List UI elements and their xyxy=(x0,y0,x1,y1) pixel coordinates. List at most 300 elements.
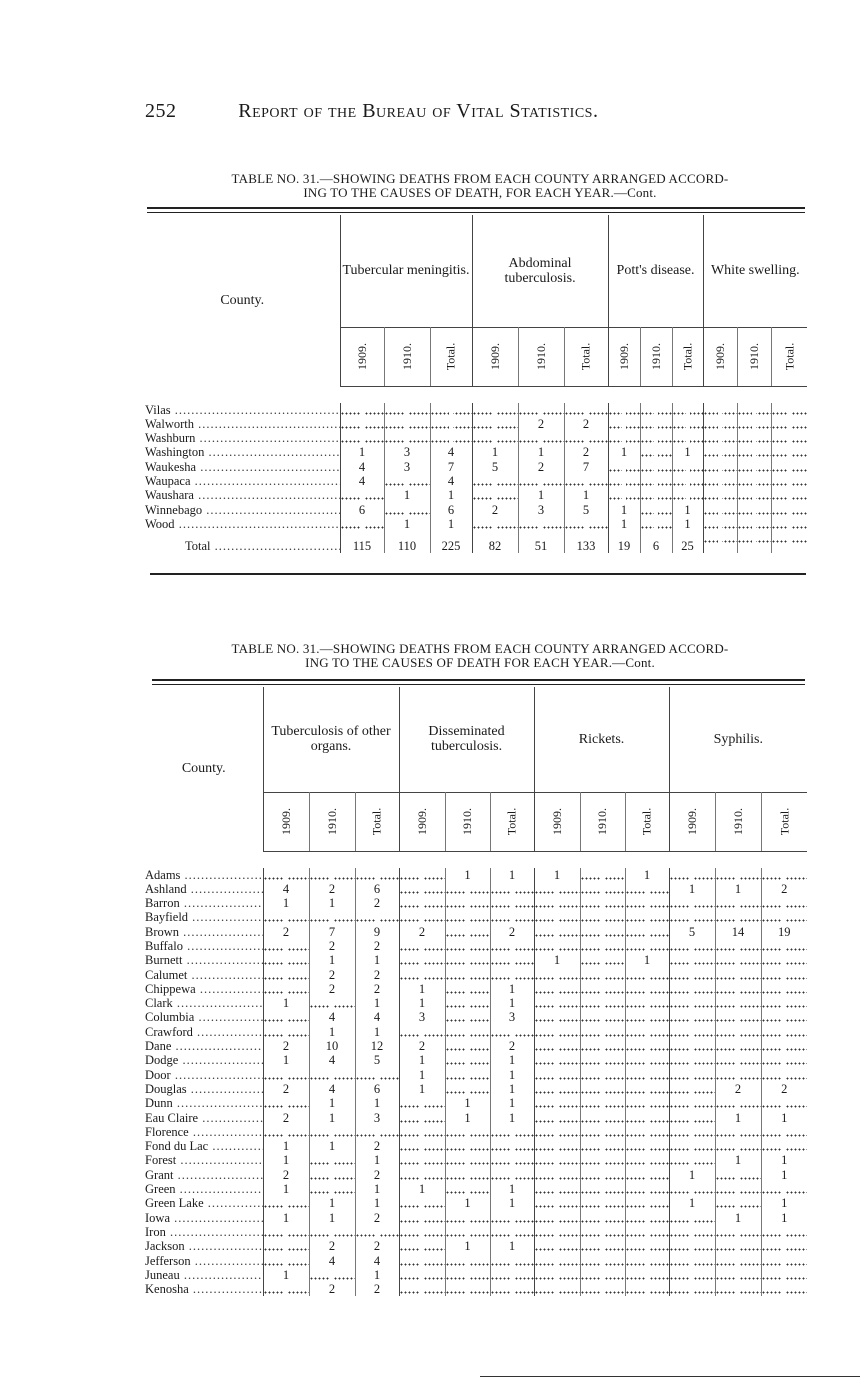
value-text xyxy=(466,1025,470,1039)
value-text xyxy=(493,417,497,431)
value-text xyxy=(330,1125,334,1139)
value-text xyxy=(510,1282,514,1296)
value-text: 51 xyxy=(534,539,548,554)
value-cell xyxy=(672,417,703,431)
value-text xyxy=(736,1068,740,1082)
value-cell xyxy=(564,474,608,488)
value-text xyxy=(466,1254,470,1268)
value-text xyxy=(555,939,559,953)
value-text xyxy=(555,1211,559,1225)
value-text xyxy=(405,431,409,445)
value-cell xyxy=(771,503,807,517)
value-text xyxy=(718,403,722,417)
value-text: 4 xyxy=(282,881,290,896)
value-cell xyxy=(669,1082,715,1096)
value-text xyxy=(736,1125,740,1139)
value-text: 1 xyxy=(282,1053,290,1068)
value-cell xyxy=(669,1268,715,1282)
value-cell xyxy=(715,1111,761,1125)
value-text xyxy=(686,403,690,417)
county-name: Walworth ..... xyxy=(145,417,340,431)
value-text xyxy=(360,417,364,431)
value-cell xyxy=(309,939,355,953)
value-cell xyxy=(340,417,384,431)
value-text: 1 xyxy=(734,1153,742,1168)
value-cell xyxy=(625,1039,669,1053)
value-cell xyxy=(534,1111,580,1125)
value-text xyxy=(654,445,658,459)
value-text xyxy=(601,868,605,882)
value-text xyxy=(420,1268,424,1282)
value-text xyxy=(601,953,605,967)
value-text xyxy=(645,1268,649,1282)
value-cell xyxy=(761,968,807,982)
value-text xyxy=(584,431,588,445)
value-cell xyxy=(608,431,640,445)
value-cell xyxy=(534,896,580,910)
value-cell xyxy=(669,1282,715,1296)
value-text xyxy=(787,503,791,517)
value-text: 3 xyxy=(403,459,411,474)
value-text: 110 xyxy=(397,539,417,554)
value-cell xyxy=(263,882,309,896)
value-cell xyxy=(580,953,625,967)
value-text: 2 xyxy=(328,881,336,896)
value-text xyxy=(736,982,740,996)
table-row xyxy=(145,1182,807,1196)
value-text xyxy=(645,1125,649,1139)
value-text: 4 xyxy=(373,1010,381,1025)
table-row xyxy=(145,868,807,882)
value-cell xyxy=(737,417,771,431)
county-name: Eau Claire ..... xyxy=(145,1111,263,1125)
value-cell xyxy=(580,1025,625,1039)
value-text: 1 xyxy=(537,488,545,503)
value-cell xyxy=(355,1282,399,1296)
value-cell xyxy=(625,1182,669,1196)
value-cell xyxy=(761,1268,807,1282)
value-text: 2 xyxy=(373,967,381,982)
value-text xyxy=(645,1068,649,1082)
value-text xyxy=(690,1153,694,1167)
value-text xyxy=(601,1168,605,1182)
value-text xyxy=(690,982,694,996)
value-text xyxy=(718,474,722,488)
value-text xyxy=(645,968,649,982)
value-cell xyxy=(703,403,737,417)
value-cell xyxy=(309,953,355,967)
value-text xyxy=(686,474,690,488)
value-cell xyxy=(384,417,430,431)
value-text xyxy=(736,1225,740,1239)
value-cell xyxy=(534,1282,580,1296)
value-text xyxy=(284,1225,288,1239)
value-cell xyxy=(355,910,399,924)
value-text: 2 xyxy=(508,924,516,939)
value-text: 1 xyxy=(373,1024,381,1039)
value-cell xyxy=(761,1039,807,1053)
table1-caption xyxy=(135,172,825,200)
value-text: 2 xyxy=(373,1282,381,1297)
value-cell xyxy=(472,517,518,531)
table-row xyxy=(145,1139,807,1153)
value-text xyxy=(510,1168,514,1182)
value-cell xyxy=(355,925,399,939)
table1-bottom-rule xyxy=(150,573,806,575)
table-row xyxy=(145,431,807,445)
value-cell xyxy=(640,474,672,488)
value-text xyxy=(555,1125,559,1139)
value-text: 1 xyxy=(620,516,628,531)
value-cell xyxy=(309,1082,355,1096)
value-text xyxy=(690,1025,694,1039)
value-text xyxy=(718,445,722,459)
value-cell xyxy=(399,1139,445,1153)
value-text: 5 xyxy=(373,1053,381,1068)
year-header: 1909. xyxy=(684,808,699,835)
value-cell xyxy=(564,503,608,517)
value-text xyxy=(555,1082,559,1096)
value-text xyxy=(736,1010,740,1024)
year-header: 1909. xyxy=(712,343,727,370)
value-cell xyxy=(399,868,445,882)
value-text xyxy=(330,1168,334,1182)
value-text xyxy=(555,1196,559,1210)
value-cell xyxy=(355,882,399,896)
table-row xyxy=(145,503,807,517)
value-text xyxy=(736,1239,740,1253)
value-text xyxy=(510,1153,514,1167)
value-cell xyxy=(761,939,807,953)
value-cell xyxy=(445,939,490,953)
value-cell xyxy=(355,1225,399,1239)
value-cell xyxy=(490,1053,534,1067)
value-text xyxy=(466,1082,470,1096)
value-text xyxy=(645,1053,649,1067)
value-cell xyxy=(703,431,737,445)
value-text xyxy=(420,1282,424,1296)
value-cell xyxy=(580,1153,625,1167)
county-name: Green ..... xyxy=(145,1182,263,1196)
value-text: 9 xyxy=(373,924,381,939)
value-text xyxy=(736,1096,740,1110)
value-cell xyxy=(445,1153,490,1167)
value-text xyxy=(645,1182,649,1196)
table2-county-header: County. xyxy=(145,687,263,851)
value-cell xyxy=(580,1010,625,1024)
value-cell xyxy=(399,1282,445,1296)
value-text xyxy=(539,403,543,417)
value-text xyxy=(782,996,786,1010)
value-text xyxy=(787,474,791,488)
value-text xyxy=(686,488,690,502)
value-cell xyxy=(309,1025,355,1039)
value-text xyxy=(466,1010,470,1024)
value-text: 7 xyxy=(582,459,590,474)
value-cell xyxy=(715,968,761,982)
value-text xyxy=(405,417,409,431)
value-text xyxy=(601,1111,605,1125)
value-cell xyxy=(490,1153,534,1167)
value-text xyxy=(555,882,559,896)
value-cell xyxy=(703,517,737,531)
value-text xyxy=(736,1254,740,1268)
value-cell xyxy=(309,1111,355,1125)
value-cell xyxy=(715,1196,761,1210)
value-cell xyxy=(355,1211,399,1225)
value-text xyxy=(510,968,514,982)
value-text xyxy=(360,488,364,502)
value-cell xyxy=(399,1196,445,1210)
value-text: 1 xyxy=(373,1196,381,1211)
value-text: 1 xyxy=(282,1139,290,1154)
value-cell xyxy=(625,1268,669,1282)
value-cell xyxy=(263,1111,309,1125)
value-text xyxy=(718,431,722,445)
value-text xyxy=(510,939,514,953)
value-text: 2 xyxy=(328,1282,336,1297)
value-text xyxy=(601,1211,605,1225)
value-cell xyxy=(669,1096,715,1110)
value-text: 7 xyxy=(447,459,455,474)
value-text xyxy=(510,1254,514,1268)
value-text xyxy=(555,925,559,939)
running-title: Report of the Bureau of Vital Statistics. xyxy=(238,100,599,122)
value-text: 6 xyxy=(652,539,660,554)
value-text xyxy=(654,431,658,445)
value-text: 1 xyxy=(403,516,411,531)
value-cell xyxy=(445,1010,490,1024)
value-text xyxy=(466,968,470,982)
value-cell xyxy=(669,1010,715,1024)
value-text: 2 xyxy=(373,896,381,911)
value-cell xyxy=(399,1039,445,1053)
value-text xyxy=(645,982,649,996)
value-text: 1 xyxy=(447,516,455,531)
value-cell xyxy=(340,403,384,417)
value-text xyxy=(330,1153,334,1167)
value-cell xyxy=(399,1025,445,1039)
value-cell xyxy=(703,417,737,431)
value-cell xyxy=(715,996,761,1010)
value-text xyxy=(601,882,605,896)
year-header: Total. xyxy=(776,807,791,836)
value-text xyxy=(466,1125,470,1139)
value-text xyxy=(690,1139,694,1153)
value-cell xyxy=(564,445,608,459)
value-text xyxy=(466,896,470,910)
value-text xyxy=(690,1225,694,1239)
value-cell xyxy=(640,531,672,553)
value-cell xyxy=(580,1053,625,1067)
value-text xyxy=(555,1153,559,1167)
value-text xyxy=(601,1125,605,1139)
value-text xyxy=(690,1182,694,1196)
value-text: 19 xyxy=(778,924,791,939)
value-cell xyxy=(771,517,807,531)
value-cell xyxy=(580,982,625,996)
value-cell xyxy=(340,431,384,445)
value-cell xyxy=(625,868,669,882)
value-text xyxy=(601,1039,605,1053)
value-text: 2 xyxy=(328,967,336,982)
value-text xyxy=(654,460,658,474)
value-text xyxy=(782,1068,786,1082)
table-row xyxy=(145,417,807,431)
value-cell xyxy=(340,460,384,474)
value-cell xyxy=(669,1153,715,1167)
value-text: 2 xyxy=(282,1110,290,1125)
value-cell xyxy=(263,1211,309,1225)
value-cell xyxy=(340,517,384,531)
value-text xyxy=(420,1239,424,1253)
value-cell xyxy=(761,1068,807,1082)
value-cell xyxy=(580,1225,625,1239)
value-text xyxy=(622,417,626,431)
value-cell xyxy=(490,1182,534,1196)
value-text: 2 xyxy=(537,459,545,474)
value-cell xyxy=(263,1053,309,1067)
value-text: 1 xyxy=(684,516,691,531)
table-row xyxy=(145,939,807,953)
value-text xyxy=(782,1139,786,1153)
value-text: 2 xyxy=(328,938,336,953)
value-cell xyxy=(472,460,518,474)
value-cell xyxy=(399,910,445,924)
value-text xyxy=(493,474,497,488)
value-cell xyxy=(518,488,564,502)
value-cell xyxy=(580,1068,625,1082)
value-text xyxy=(782,968,786,982)
table1-county-header: County. xyxy=(145,215,340,386)
table1-group-header: White swelling. xyxy=(710,263,800,279)
value-cell xyxy=(669,1196,715,1210)
value-cell xyxy=(309,896,355,910)
value-cell xyxy=(399,1268,445,1282)
value-text: 1 xyxy=(508,1053,516,1068)
value-cell xyxy=(399,1082,445,1096)
value-cell xyxy=(490,982,534,996)
value-cell xyxy=(309,1010,355,1024)
value-cell xyxy=(580,1282,625,1296)
value-cell xyxy=(640,431,672,445)
value-text xyxy=(510,910,514,924)
value-cell xyxy=(608,488,640,502)
table1-top-rule-thin xyxy=(147,212,805,213)
value-text: 1 xyxy=(464,867,471,882)
value-text: 1 xyxy=(781,1210,788,1225)
value-text xyxy=(360,517,364,531)
value-text xyxy=(420,953,424,967)
table2-caption-line1: TABLE NO. 31.—SHOWING DEATHS FROM EACH COUNTY ARRANGED ACCORD- xyxy=(231,641,729,656)
county-name: Adams ..... xyxy=(145,868,263,882)
value-text xyxy=(645,1096,649,1110)
value-text: 1 xyxy=(508,1081,516,1096)
value-cell xyxy=(355,896,399,910)
county-name: Washington ..... xyxy=(145,445,340,459)
value-cell xyxy=(472,403,518,417)
value-cell xyxy=(715,896,761,910)
county-name: Jackson ..... xyxy=(145,1239,263,1253)
value-text: 1 xyxy=(688,1167,696,1182)
value-text xyxy=(420,1254,424,1268)
value-cell xyxy=(399,1111,445,1125)
value-text: 1 xyxy=(418,1081,426,1096)
value-cell xyxy=(703,474,737,488)
table-row xyxy=(145,953,807,967)
value-cell xyxy=(534,1225,580,1239)
value-cell xyxy=(761,1168,807,1182)
value-text xyxy=(420,1153,424,1167)
value-cell xyxy=(761,1211,807,1225)
value-cell xyxy=(263,1168,309,1182)
value-text: 1 xyxy=(734,1210,742,1225)
value-cell xyxy=(672,503,703,517)
value-text: 1 xyxy=(464,1096,471,1111)
value-cell xyxy=(534,1039,580,1053)
value-text xyxy=(420,1225,424,1239)
value-text: 1 xyxy=(508,996,516,1011)
value-cell xyxy=(490,1225,534,1239)
value-text: 2 xyxy=(537,416,545,431)
county-name: Bayfield ..... xyxy=(145,910,263,924)
value-cell xyxy=(355,1082,399,1096)
table-row xyxy=(145,882,807,896)
value-text: 1 xyxy=(328,1210,336,1225)
value-text: 1 xyxy=(282,1153,290,1168)
value-cell xyxy=(490,1139,534,1153)
value-cell xyxy=(625,1125,669,1139)
value-cell xyxy=(672,474,703,488)
value-text xyxy=(690,1239,694,1253)
value-cell xyxy=(669,982,715,996)
value-text xyxy=(360,403,364,417)
value-cell xyxy=(625,939,669,953)
value-cell xyxy=(669,939,715,953)
table2-group-header: Disseminated tuberculosis. xyxy=(399,687,534,792)
value-text xyxy=(375,1225,379,1239)
value-cell xyxy=(263,1153,309,1167)
value-cell xyxy=(703,503,737,517)
value-cell xyxy=(518,503,564,517)
table-row xyxy=(145,910,807,924)
table2-caption xyxy=(135,642,825,670)
value-cell xyxy=(761,1010,807,1024)
value-text xyxy=(510,1211,514,1225)
county-name: Kenosha ..... xyxy=(145,1282,263,1296)
value-cell xyxy=(430,417,472,431)
value-text: 1 xyxy=(282,1267,290,1282)
value-text xyxy=(690,1068,694,1082)
value-text xyxy=(622,431,626,445)
value-text xyxy=(330,1268,334,1282)
value-cell xyxy=(534,1196,580,1210)
value-cell xyxy=(580,968,625,982)
value-text: 1 xyxy=(403,488,411,503)
value-text xyxy=(645,996,649,1010)
value-cell xyxy=(263,1139,309,1153)
value-text xyxy=(330,1225,334,1239)
value-cell xyxy=(430,403,472,417)
value-cell xyxy=(534,996,580,1010)
value-cell xyxy=(490,1168,534,1182)
value-cell xyxy=(640,445,672,459)
value-text xyxy=(736,1168,740,1182)
value-cell xyxy=(761,910,807,924)
value-cell xyxy=(580,996,625,1010)
value-cell xyxy=(490,1111,534,1125)
county-name: Iron ..... xyxy=(145,1225,263,1239)
